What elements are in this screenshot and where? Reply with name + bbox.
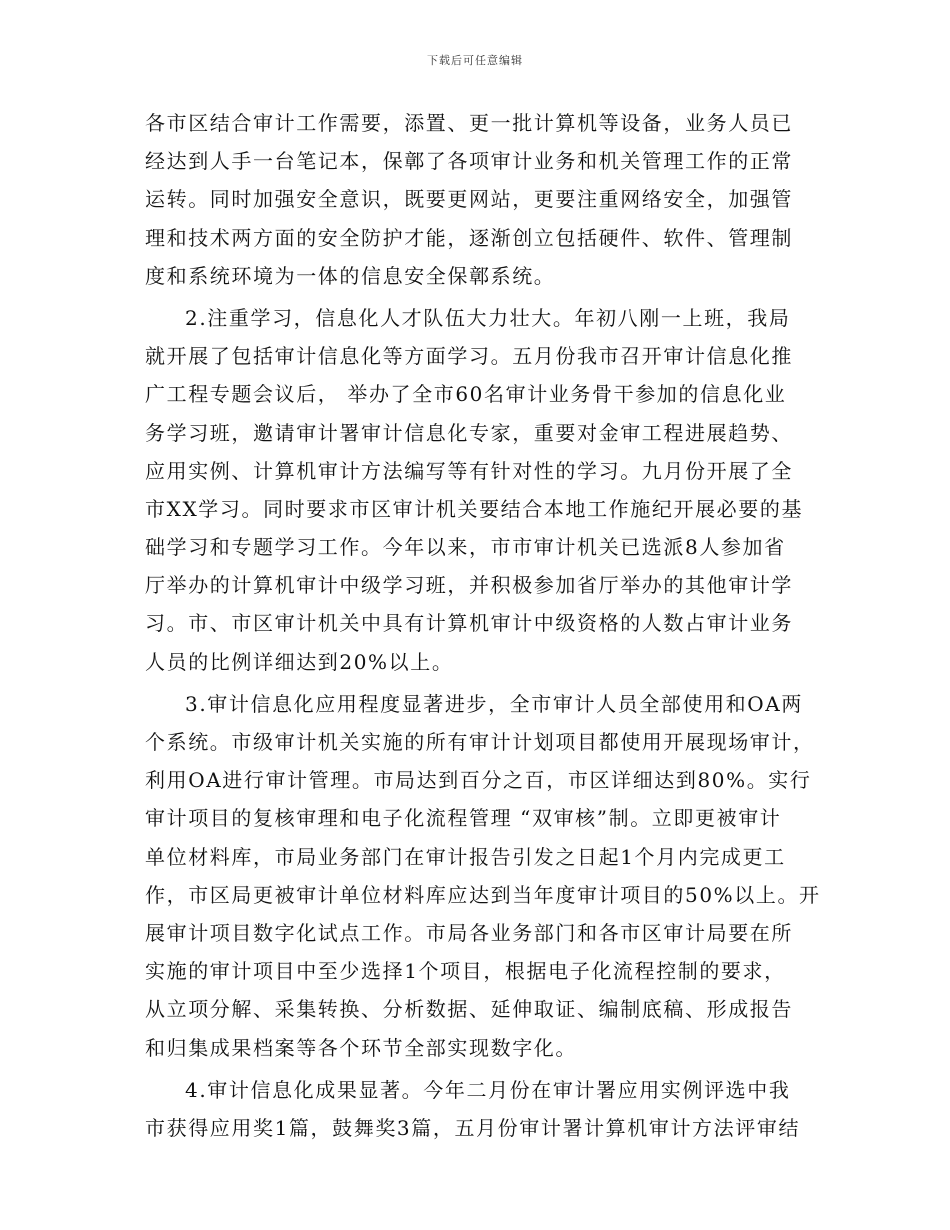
text-line: 和归集成果档案等各个环节全部实现数字化。 [145,1035,577,1060]
text-line: 展审计项目数字化试点工作。市局各业务部门和各市区审计局要在所 [145,920,793,945]
text-line: 利用OA进行审计管理。市局达到百分之百，市区详细达到80%。实行 [145,768,812,793]
text-line: 个系统。市级审计机关实施的所有审计计划项目都使用开展现场审计， [145,730,815,754]
text-line: 人员的比例详细达到20%以上。 [145,649,454,674]
page-header: 下载后可任意编辑 [427,54,523,67]
text-line: 4.审计信息化成果显著。今年二月份在审计署应用实例评选中我 [185,1077,791,1102]
text-line: 市XX学习。同时要求市区审计机关要结合本地工作施纪开展必要的基 [145,496,804,521]
text-line: 实施的审计项目中至少选择1个项目，根据电子化流程控制的要求， [145,959,786,984]
text-line: 各市区结合审计工作需要，添置、更一批计算机等设备，业务人员已 [145,111,793,135]
text-line: 度和系统环境为一体的信息安全保鄣系统。 [145,263,556,288]
text-line: 审计项目的复核审理和电子化流程管理 “双审核”制。立即更被审计 [145,806,782,831]
text-line: 市获得应用奖1篇，鼓舞奖3篇，五月份审计署计算机审计方法评审结 [145,1115,801,1140]
text-line: 础学习和专题学习工作。今年以来，市市审计机关已选派8人参加省 [145,535,786,560]
text-line: 作，市区局更被审计单位材料库应达到当年度审计项目的50%以上。开 [145,882,821,907]
text-line: 从立项分解、采集转换、分析数据、延伸取证、编制底稿、形成报告 [145,997,793,1022]
text-line: 经达到人手一台笔记本，保鄣了各项审计业务和机关管理工作的正常 [145,149,793,174]
text-line: 单位材料库，市局业务部门在审计报告引发之日起1个月内完成更工 [145,844,786,869]
text-line: 应用实例、计算机审计方法编写等有针对性的学习。九月份开展了全 [145,458,793,483]
text-line: 厅举办的计算机审计中级学习班，并积极参加省厅举办的其他审计学 [145,573,793,598]
text-line: 运转。同时加强安全意识，既要更网站，更要注重网络安全，加强管 [145,187,793,212]
text-line: 广工程专题会议后， 举办了全市60名审计业务骨干参加的信息化业 [145,382,787,407]
text-line: 习。市、市区审计机关中具有计算机审计中级资格的人数占审计业务 [145,611,793,636]
text-line: 2.注重学习，信息化人才队伍大力壮大。年初八刚一上班，我局 [185,305,791,330]
text-line: 务学习班，邀请审计署审计信息化专家，重要对金审工程进展趋势、 [145,420,793,445]
text-line: 理和技术两方面的安全防护才能，逐渐创立包括硬件、软件、管理制 [145,225,793,250]
text-line: 3.审计信息化应用程度显著进步，全市审计人员全部使用和OA两 [185,691,803,716]
text-line: 就开展了包括审计信息化等方面学习。五月份我市召开审计信息化推 [145,344,793,369]
document-body [145,104,821,1147]
